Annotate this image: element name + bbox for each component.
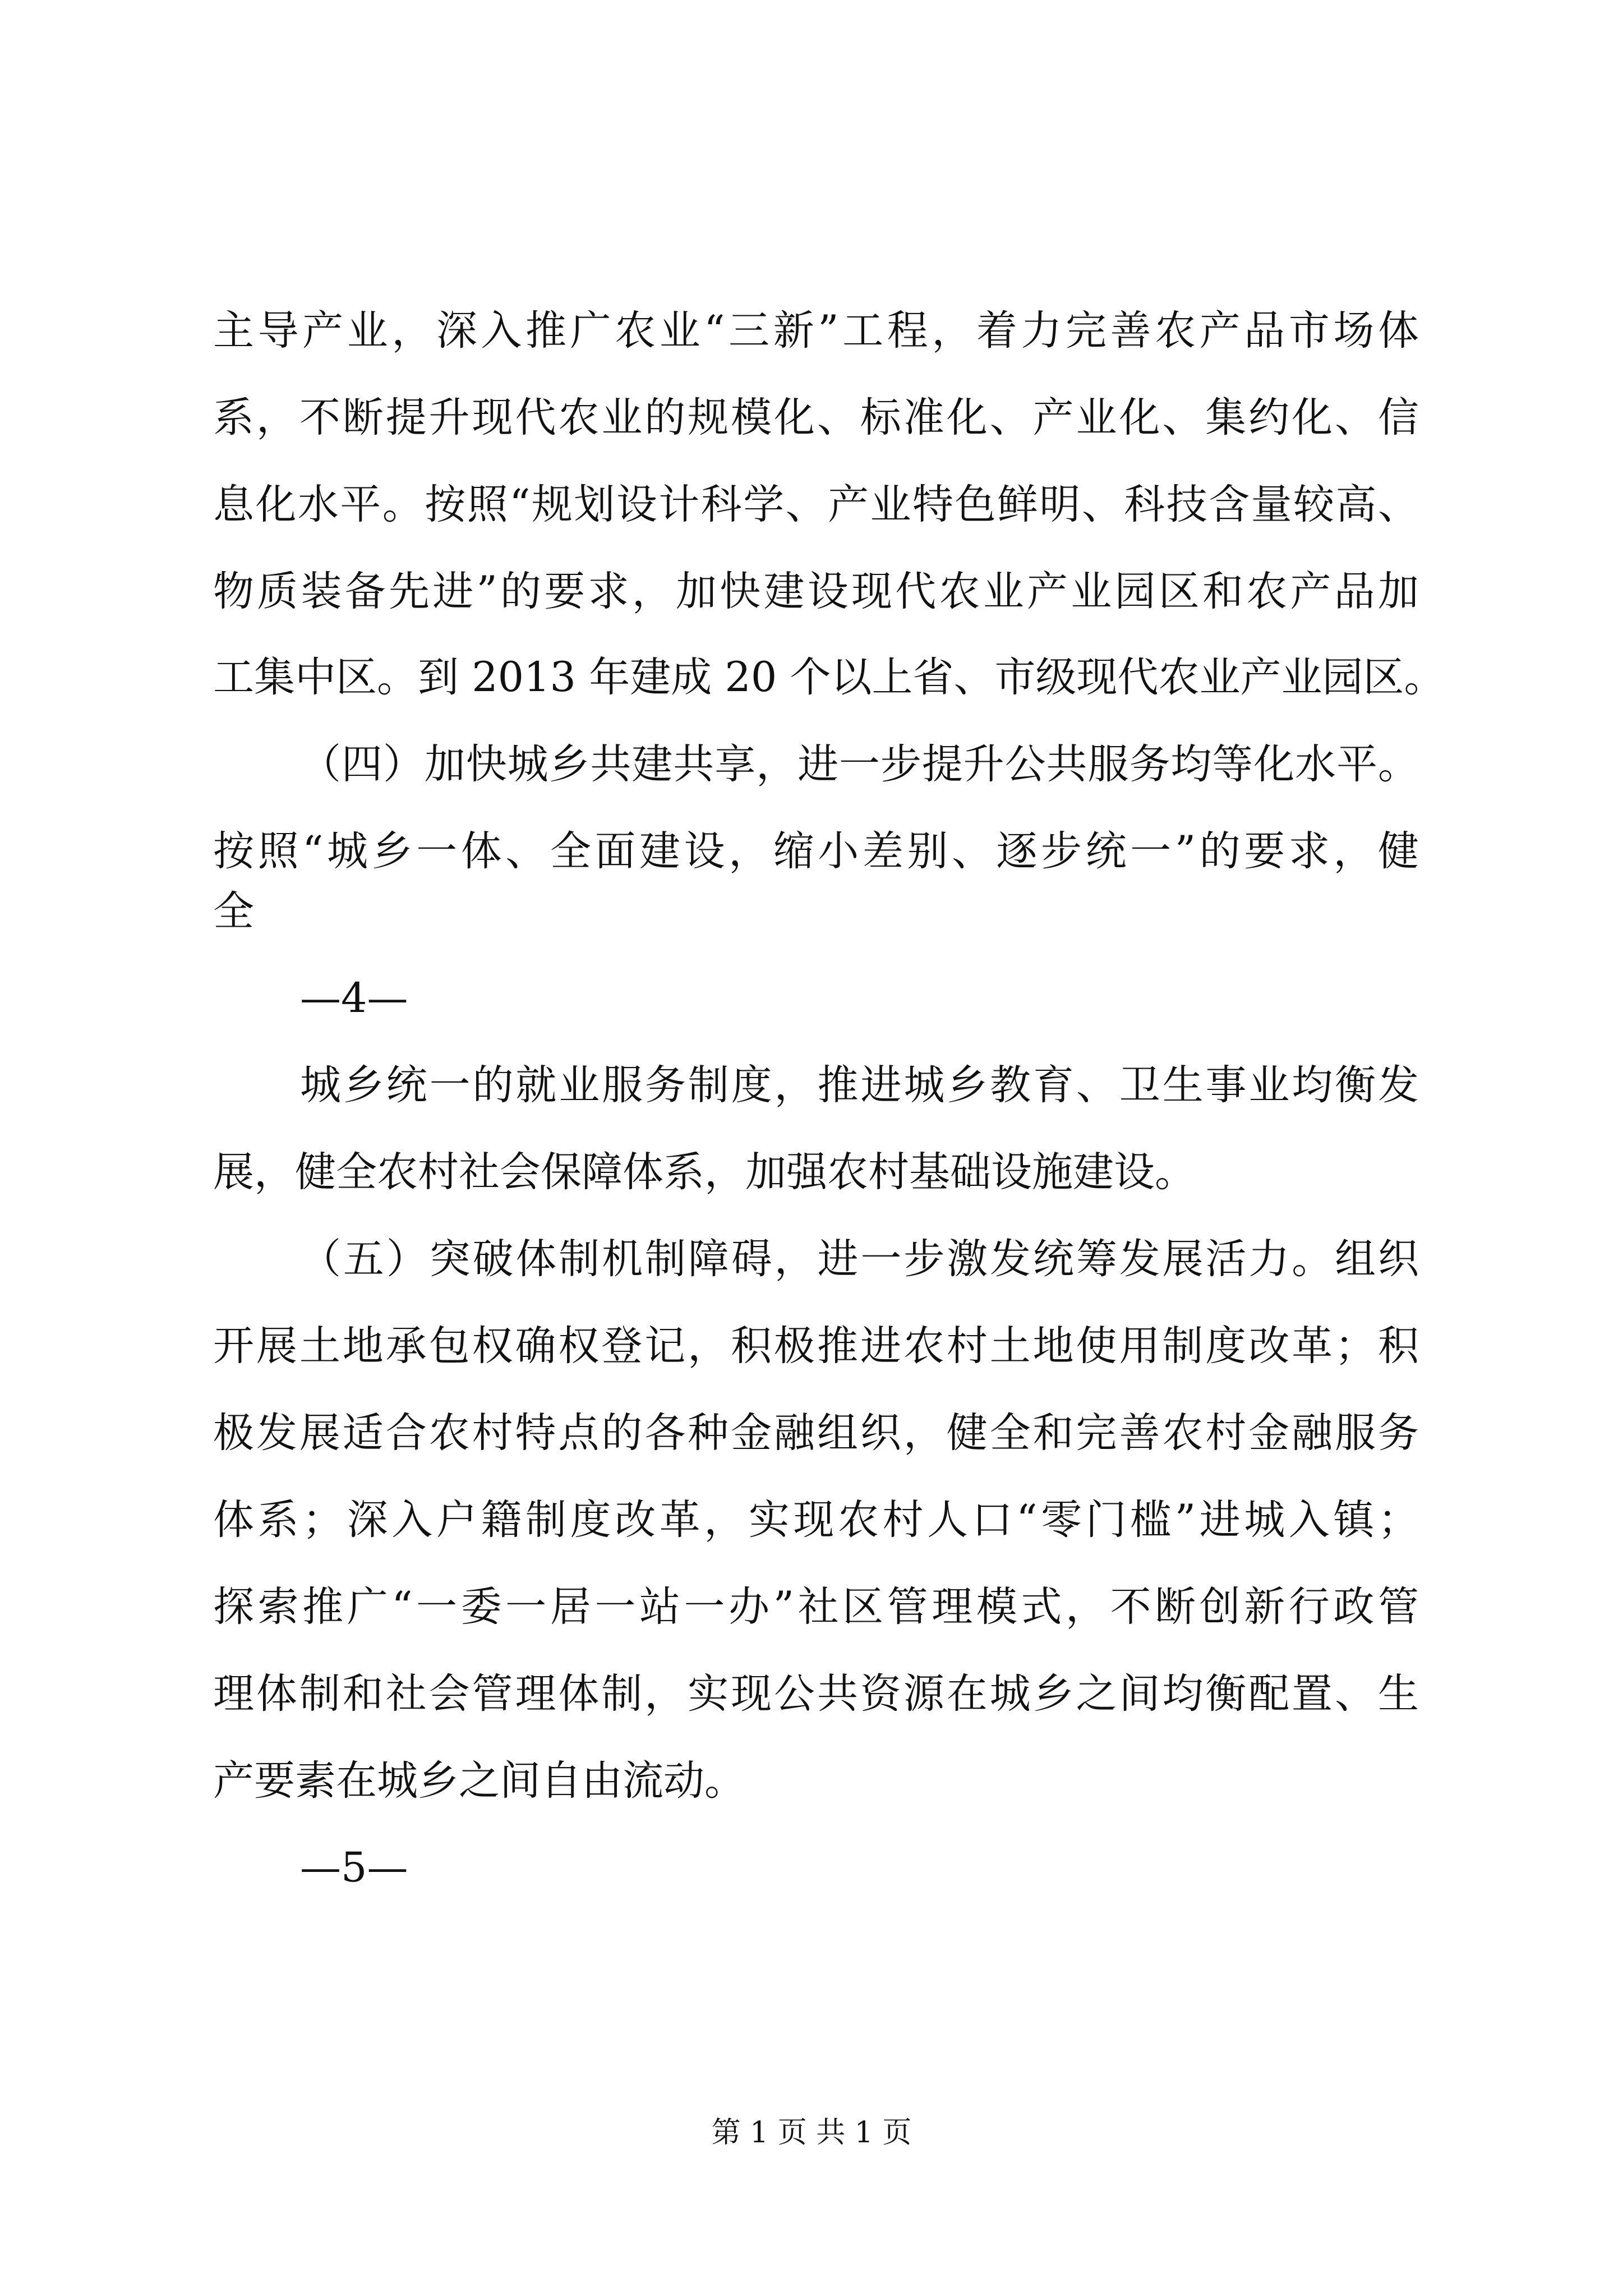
paragraph-2-line-3: 全	[213, 887, 254, 935]
paragraph-2-line-2: 按照“城乡一体、全面建设，缩小差别、逐步统一”的要求，健	[213, 827, 1419, 875]
paragraph-4-line-5: 探索推广“一委一居一站一办”社区管理模式，不断创新行政管	[213, 1583, 1419, 1631]
paragraph-4-line-4: 体系；深入户籍制度改革，实现农村人口“零门槛”进城入镇；	[213, 1496, 1419, 1544]
paragraph-1-line-3: 息化水平。按照“规划设计科学、产业特色鲜明、科技含量较高、	[213, 481, 1419, 528]
paragraph-3-line-2: 展，健全农村社会保障体系，加强农村基础设施建设。	[213, 1148, 1196, 1196]
page-mark-5: —5—	[300, 1844, 408, 1892]
paragraph-4-line-1: （五）突破体制机制障碍，进一步激发统筹发展活力。组织	[300, 1235, 1419, 1283]
paragraph-1-line-4: 物质装备先进”的要求，加快建设现代农业产业园区和农产品加	[213, 568, 1419, 615]
paragraph-1-line-1: 主导产业，深入推广农业“三新”工程，着力完善农产品市场体	[213, 307, 1419, 355]
paragraph-1-line-5: 工集中区。到 2013 年建成 20 个以上省、市级现代农业产业园区。	[213, 654, 1445, 701]
paragraph-4-line-7: 产要素在城乡之间自由流动。	[213, 1757, 745, 1805]
paragraph-4-line-2: 开展土地承包权确权登记，积极推进农村土地使用制度改革；积	[213, 1322, 1419, 1370]
paragraph-3-line-1: 城乡统一的就业服务制度，推进城乡教育、卫生事业均衡发	[300, 1061, 1419, 1109]
page-footer: 第 1 页 共 1 页	[711, 2116, 912, 2150]
paragraph-2-line-1: （四）加快城乡共建共享，进一步提升公共服务均等化水平。	[300, 740, 1419, 788]
paragraph-4-line-6: 理体制和社会管理体制，实现公共资源在城乡之间均衡配置、生	[213, 1670, 1419, 1718]
paragraph-1-line-2: 系，不断提升现代农业的规模化、标准化、产业化、集约化、信	[213, 394, 1419, 441]
paragraph-4-line-3: 极发展适合农村特点的各种金融组织，健全和完善农村金融服务	[213, 1409, 1419, 1457]
page-mark-4: —4—	[300, 974, 408, 1022]
